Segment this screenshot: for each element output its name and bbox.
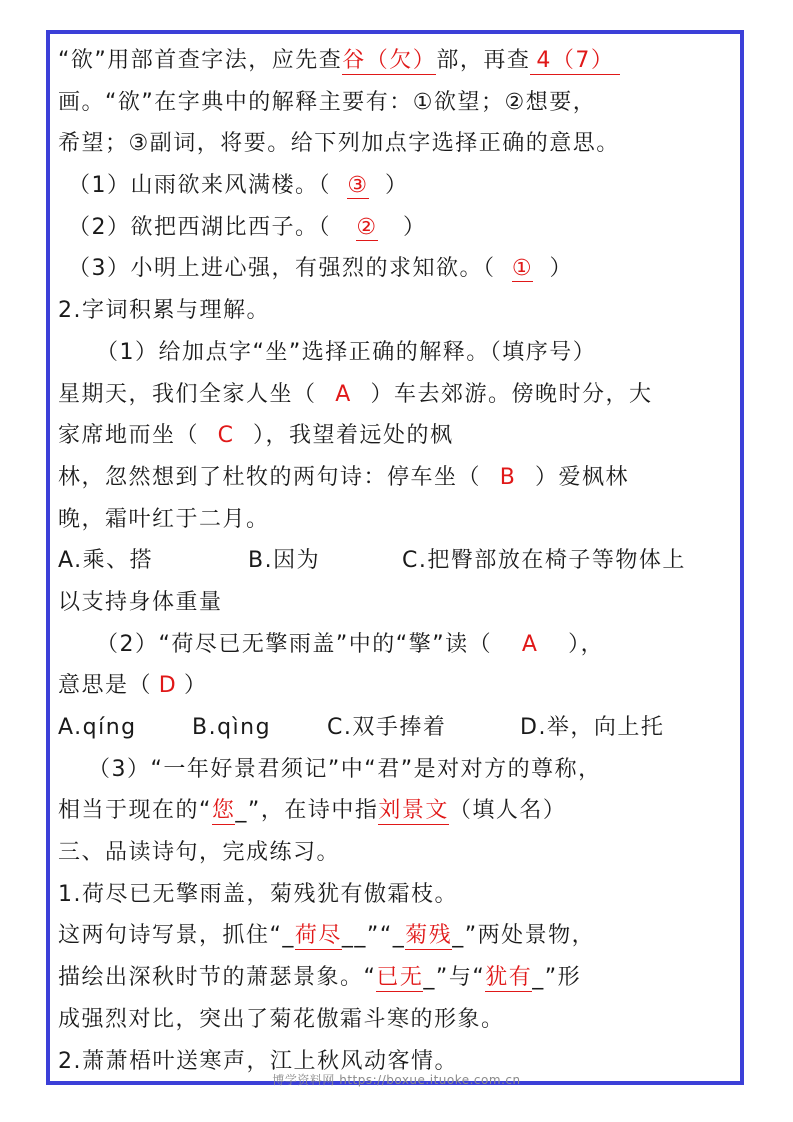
section-3-heading: 三、品读诗句，完成练习。 — [58, 840, 341, 866]
text: 林，忽然想到了杜牧的两句诗：停车坐（ — [58, 464, 482, 490]
text: 星期天，我们全家人坐（ — [58, 381, 317, 407]
option-b: B.qìng — [192, 715, 272, 740]
answer-jun-modern: 您 — [211, 798, 236, 824]
text: ）爱枫林 — [535, 464, 630, 490]
text: _”两处景物， — [452, 923, 596, 949]
text: ），我望着远处的枫 — [253, 423, 454, 449]
text: （填人名） — [448, 798, 567, 824]
line-3: 希望；③副词，将要。给下列加点字选择正确的意思。 — [58, 131, 620, 157]
text: 相当于现在的“ — [58, 798, 212, 824]
option-a: A.乘、搭 — [58, 548, 154, 574]
line-1 — [58, 40, 748, 82]
answer-jun-person: 刘景文 — [378, 798, 449, 824]
section-2-heading: 2.字词积累与理解。 — [58, 298, 270, 324]
zuo-line-2 — [58, 415, 748, 457]
text: 描绘出深秋时节的萧瑟景象。“ — [58, 965, 377, 991]
text: 这两句诗写景，抓住“_ — [58, 923, 295, 949]
zuo-instruction: （1）给加点字“坐”选择正确的解释。（填序号） — [96, 339, 597, 365]
text: ） — [184, 673, 208, 699]
text: “欲”用部首查字法，应先查 — [58, 48, 343, 73]
question-2 — [58, 207, 748, 249]
text: （2）欲把西湖比西子。（ — [68, 214, 331, 240]
question-3 — [58, 248, 748, 290]
answer-contrast-1: 已无 — [376, 965, 424, 991]
text: ）， — [568, 631, 605, 657]
text: （2）“荷尽已无擎雨盖”中的“擎”读（ — [96, 631, 493, 657]
text: ） — [549, 256, 574, 282]
option-c: C.双手捧着 — [327, 715, 447, 740]
qing-options — [58, 707, 748, 749]
text: ） — [385, 173, 409, 199]
poem-1-analysis-3: 成强烈对比，突出了菊花傲霜斗寒的形象。 — [58, 1006, 505, 1032]
answer-contrast-2: 犹有 — [485, 965, 533, 991]
answer-qing-read: A — [521, 631, 539, 657]
answer-zuo-2: C — [217, 423, 235, 449]
qing-line-1 — [58, 624, 748, 666]
text: 部，再查 — [436, 48, 531, 73]
qing-line-2 — [58, 665, 748, 707]
zuo-options-cont: 以支持身体重量 — [58, 589, 223, 615]
option-b: B.因为 — [248, 548, 321, 574]
poem-1-analysis-1 — [58, 915, 748, 957]
poem-1-analysis-2 — [58, 957, 748, 999]
text: （3）小明上进心强，有强烈的求知欲。（ — [68, 256, 496, 282]
zuo-line-4: 晚，霜叶红于二月。 — [58, 506, 270, 532]
text: _”与“ — [423, 965, 486, 991]
answer-scene-2: 菊残 — [405, 923, 453, 949]
zuo-line-3 — [58, 457, 748, 499]
text: 意思是（ — [58, 673, 153, 699]
text: _”形 — [532, 965, 582, 991]
answer-scene-1: 荷尽 — [294, 923, 342, 949]
answer-q3: ① — [511, 256, 534, 282]
answer-radical: 谷（欠） — [342, 48, 437, 73]
option-c: C.把臀部放在椅子等物体上 — [402, 548, 686, 574]
text: ）车去郊游。傍晚时分，大 — [370, 381, 653, 407]
answer-zuo-3: B — [499, 464, 517, 490]
answer-qing-meaning: D — [158, 673, 178, 699]
zuo-line-1 — [58, 374, 748, 416]
option-d: D.举，向上托 — [520, 715, 665, 740]
answer-q1: ③ — [347, 173, 369, 199]
answer-q2: ② — [356, 214, 378, 240]
jun-line-2 — [58, 790, 748, 832]
option-a: A.qíng — [58, 715, 137, 740]
line-2: 画。“欲”在字典中的解释主要有：①欲望；②想要， — [58, 89, 597, 115]
zuo-options — [58, 540, 748, 582]
answer-strokes: 4（7） — [530, 48, 620, 75]
jun-line-1: （3）“一年好景君须记”中“君”是对对方的尊称， — [88, 756, 602, 782]
text: ） — [403, 214, 427, 240]
poem-2: 2.萧萧梧叶送寒声，江上秋风动客情。 — [58, 1048, 458, 1074]
poem-1: 1.荷尽已无擎雨盖，菊残犹有傲霜枝。 — [58, 881, 458, 907]
answer-zuo-1: A — [335, 381, 352, 407]
watermark-footer: 博学资料网 https://boxue.ituoke.com.cn — [272, 1073, 521, 1087]
text: _”，在诗中指 — [235, 798, 379, 824]
text: （1）山雨欲来风满楼。（ — [68, 173, 331, 199]
text: 家席地而坐（ — [58, 423, 200, 449]
question-1 — [58, 165, 748, 207]
text: __”“_ — [341, 923, 406, 949]
document-body — [58, 40, 748, 1082]
